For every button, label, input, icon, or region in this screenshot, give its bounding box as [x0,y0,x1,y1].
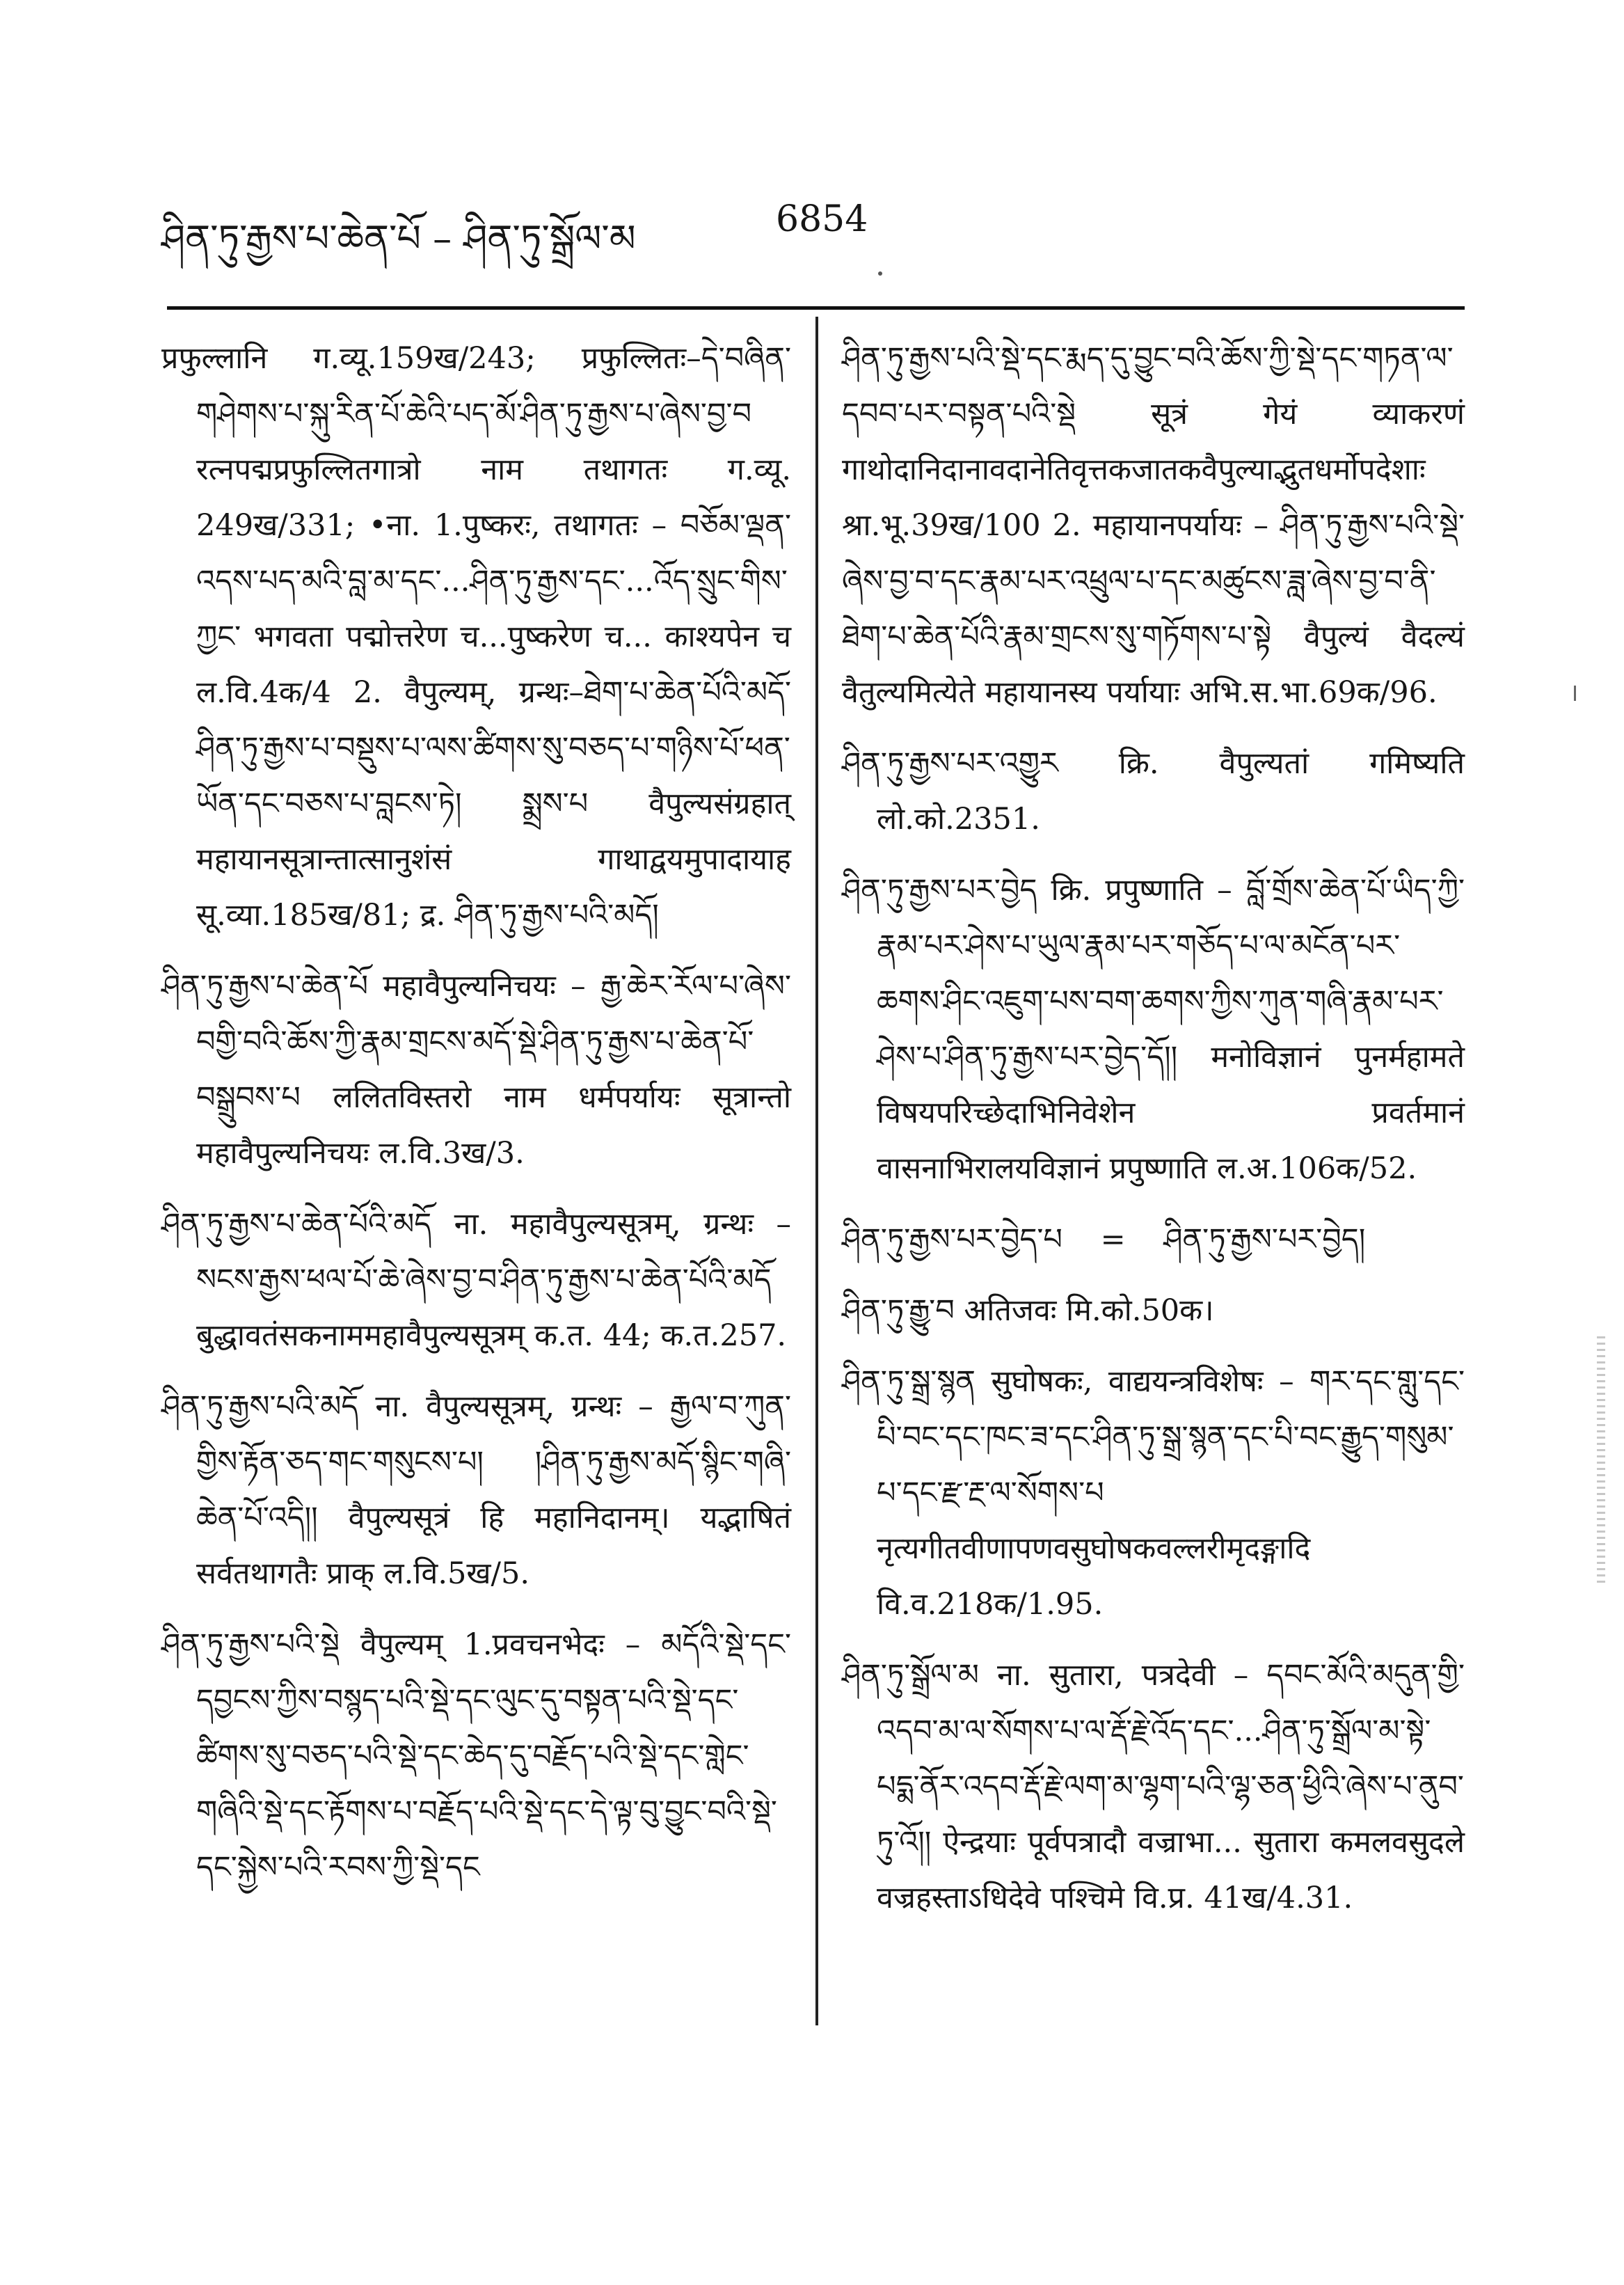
page-number: 6854 [776,198,868,240]
dictionary-entry: ཤིན་ཏུ་རྒྱས་པར་བྱེད क्रि. प्रपुष्णाति – བློ་གྲོས་ཆེན་པོ་ཡིད་ཀྱི་རྣམ་པར་ཤེས་པ་ཡུལ་རྣམ་པར་གཅོད་པ་ལ་མངོན་པར་ཆགས་ཤིང་འཇུག་པས་བག་ཆགས་ཀྱིས་ཀུན་གཞི་རྣམ་པར་ཤེས་པ་ཤིན་ཏུ་རྒྱས་པར་བྱེད་དོ།། मनोविज्ञानं पुनर्महामते विषयपरिच्छेदाभिनिवेशेन प्रवर्तमानं वासनाभिरालयविज्ञानं प्रपुष्णाति ल.अ.106क/52. [842,873,1465,1186]
dictionary-entry: ཤིན་ཏུ་རྒྱས་པའི་སྡེ वैपुल्यम् 1.प्रवचनभेदः – མདོའི་སྡེ་དང་དབྱངས་ཀྱིས་བསྙད་པའི་སྡེ་དང་ལུང་དུ་བསྟན་པའི་སྡེ་དང་ཚིགས་སུ་བཅད་པའི་སྡེ་དང་ཆེད་དུ་བརྗོད་པའི་སྡེ་དང་གླེང་གཞིའི་སྡེ་དང་རྟོགས་པ་བརྗོད་པའི་སྡེ་དང་དེ་ལྟ་བུ་བྱུང་བའི་སྡེ་དང་སྐྱེས་པའི་རབས་ཀྱི་སྡེ་དང [161,1627,791,1885]
scan-edge-noise [1597,1336,1605,1587]
dictionary-entry: ཤིན་ཏུ་སྒྲ་སྙན सुघोषकः, वाद्ययन्त्रविशेषः – གར་དང་གླུ་དང་པི་བང་དང་ཁང་ཟ་དང་ཤིན་ཏུ་སྒྲ་སྙན་དང་པི་བང་རྒྱུད་གསུམ་པ་དང་རྫ་རྔ་ལ་སོགས་པ नृत्यगीतवीणापणवसुघोषकवल्लरीमृदङ्गादि वि.व.218क/1.95. [842,1364,1465,1622]
dictionary-entry: ཤིན་ཏུ་རྒྱུ་བ अतिजवः मि.को.50क। [842,1293,1214,1328]
column-divider [815,317,818,2025]
dictionary-entry: ཤིན་ཏུ་རྒྱས་པར་འགྱུར क्रि. वैपुल्यतां गमिष्यति लो.को.2351. [842,746,1465,837]
dictionary-entry: ཤིན་ཏུ་རྒྱས་པ་ཆེན་པོའི་མདོ ना. महावैपुल्यसूत्रम्, ग्रन्थः – སངས་རྒྱས་ཕལ་པོ་ཆེ་ཞེས་བྱ་བ་ཤིན་ཏུ་རྒྱས་པ་ཆེན་པོའི་མདོ बुद्धावतंसकनाममहावैपुल्यसूत्रम् क.त. 44; क.त.257. [161,1207,791,1353]
dictionary-entry: प्रफुल्लानि ग.व्यू.159ख/243; प्रफुल्लितः–དེ་བཞིན་གཤེགས་པ་སྐུ་རིན་པོ་ཆེའི་པད་མོ་ཤིན་ཏུ་རྒྱས་པ་ཞེས་བྱ་བ रत्नपद्मप्रफुल्लितगात्रो नाम तथागतः ग.व्यू. 249ख/331; •ना. 1.पुष्करः, तथागतः – བཅོམ་ལྡན་འདས་པད་མའི་བླ་མ་དང་...ཤིན་ཏུ་རྒྱས་དང་...འོད་སྲུང་གིས་ཀྱང་ भगवता पद्मोत्तरेण च...पुष्करेण च... काश्यपेन च ल.वि.4क/4 2. वैपुल्यम्, ग्रन्थः–ཐེག་པ་ཆེན་པོའི་མདོ་ཤིན་ཏུ་རྒྱས་པ་བསྡུས་པ་ལས་ཚིགས་སུ་བཅད་པ་གཉིས་པོ་ཕན་ཡོན་དང་བཅས་པ་བླངས་ཏེ། སྨྲས་པ वैपुल्यसंग्रहात् महायानसूत्रान्तात्सानुशंसं गाथाद्वयमुपादायाह सू.व्या.185ख/81; द्र. ཤིན་ཏུ་རྒྱས་པའི་མདོ། [161,341,791,933]
header-rule [167,306,1465,310]
left-column [161,331,791,1911]
dictionary-entry: ཤིན་ཏུ་རྒྱས་པའི་སྡེ་དང་རྨད་དུ་བྱུང་བའི་ཆོས་ཀྱི་སྡེ་དང་གཏན་ལ་དབབ་པར་བསྟན་པའི་སྡེ सूत्रं गेयं व्याकरणं गाथोदानिदानावदानेतिवृत्तकजातकवैपुल्याद्भुतधर्मोपदेशाः श्रा.भू.39ख/100 2. महायानपर्यायः – ཤིན་ཏུ་རྒྱས་པའི་སྡེ་ཞེས་བྱ་བ་དང་རྣམ་པར་འཕྲུལ་པ་དང་མཚུངས་ཟླ་ཞེས་བྱ་བ་ནི་ཐེག་པ་ཆེན་པོའི་རྣམ་གྲངས་སུ་གཏོགས་པ་སྟེ वैपुल्यं वैदल्यं वैतुल्यमित्येते महायानस्य पर्यायाः अभि.स.भा.69क/96. [842,341,1465,710]
dictionary-entry: ཤིན་ཏུ་རྒྱས་པའི་མདོ ना. वैपुल्यसूत्रम्, ग्रन्थः – རྒྱལ་བ་ཀུན་གྱིས་རྟོན་ཅད་གང་གསུངས་པ། །ཤིན་ཏུ་རྒྱས་མདོ་སྙིང་གཞི་ཆེན་པོ་འདི།། वैपुल्यसूत्रं हि महानिदानम्। यद्भाषितं सर्वतथागतैः प्राक् ल.वि.5ख/5. [161,1389,791,1591]
running-header: ཤིན་ཏུ་རྒྱས་པ་ཆེན་པོ – ཤིན་ཏུ་སྒྲོལ་མ [161,216,636,260]
margin-mark [1574,686,1576,701]
speck [878,271,882,276]
dictionary-entry: ཤིན་ཏུ་རྒྱས་པར་བྱེད་པ = ཤིན་ཏུ་རྒྱས་པར་བྱེད། [842,1222,1366,1257]
dictionary-entry: ཤིན་ཏུ་རྒྱས་པ་ཆེན་པོ महावैपुल्यनिचयः – རྒྱ་ཆེར་རོལ་པ་ཞེས་བགྱི་བའི་ཆོས་ཀྱི་རྣམ་གྲངས་མདོ་སྡེ་ཤིན་ཏུ་རྒྱས་པ་ཆེན་པོ་བསྒྲུབས་པ ललितविस्तरो नाम धर्मपर्यायः सूत्रान्तो महावैपुल्यनिचयः ल.वि.3ख/3. [161,969,791,1171]
dictionary-entry: ཤིན་ཏུ་སྒྲོལ་མ ना. सुतारा, पत्रदेवी – དབང་མོའི་མདུན་གྱི་འདབ་མ་ལ་སོགས་པ་ལ་རྡོ་རྗེ་འོད་དང་...ཤིན་ཏུ་སྒྲོལ་མ་སྟེ་པདྨ་ནོར་འདབ་རྡོ་རྗེ་ལག་མ་ལྷག་པའི་ལྷ་ཅན་ཕྱིའི་ཞེས་པ་ནུབ་ཏུ་འོ།། ऐन्द्रयाः पूर्वपत्रादौ वज्राभा... सुतारा कमलवसुदले वज्रहस्ताऽधिदेवे पश्चिमे वि.प्र. 41ख/4.31. [842,1658,1465,1915]
right-column [842,331,1465,1941]
